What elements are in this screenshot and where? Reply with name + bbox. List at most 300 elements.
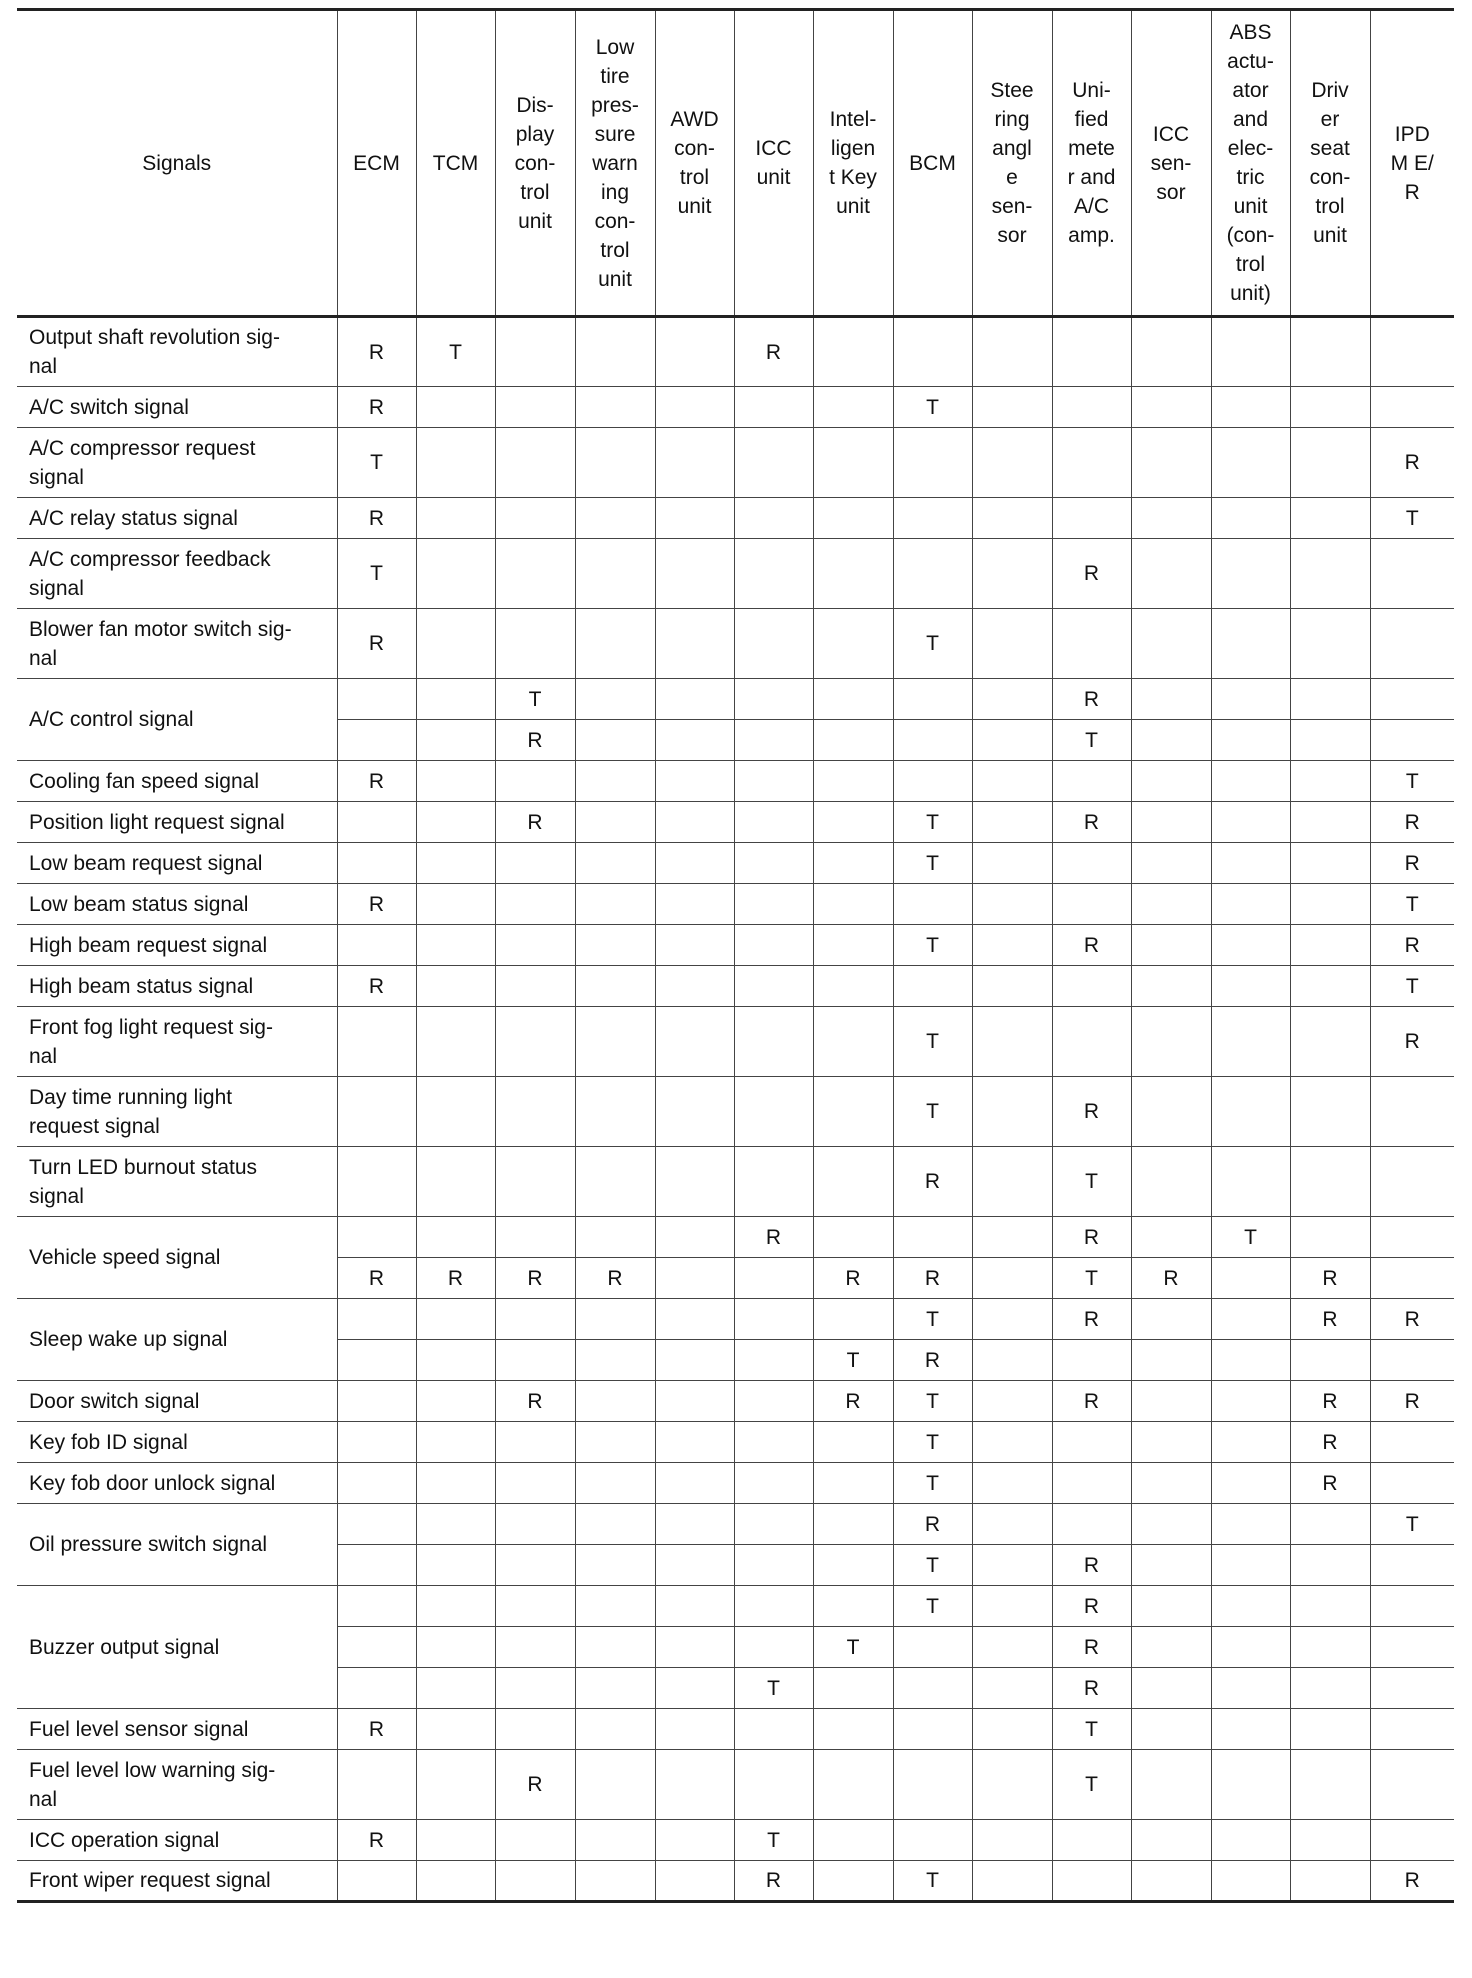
signal-name-line: High beam status signal	[29, 974, 254, 998]
signal-cell	[1052, 387, 1131, 428]
column-header-line: unit	[756, 166, 791, 189]
signal-cell	[813, 498, 893, 539]
table-row	[17, 1861, 1454, 1902]
signal-cell	[416, 1668, 495, 1709]
signal-cell	[972, 1504, 1052, 1545]
column-header-line: con-	[514, 151, 556, 175]
signal-name-line: Fuel level low warning sig-	[29, 1758, 276, 1782]
signal-name	[17, 387, 337, 428]
signal-cell	[416, 1861, 495, 1902]
signal-cell	[1211, 679, 1290, 720]
signal-cell	[972, 1861, 1052, 1902]
table-row	[17, 387, 1454, 428]
signal-cell	[416, 1422, 495, 1463]
column-header-line: ring	[994, 108, 1030, 131]
signal-name-line: A/C switch signal	[29, 395, 189, 419]
signal-cell	[1290, 1627, 1370, 1668]
signal-cell: R	[1052, 1668, 1131, 1709]
column-header-line: unit)	[1230, 282, 1271, 305]
signal-cell: R	[1052, 802, 1131, 843]
signal-cell	[1211, 1299, 1290, 1340]
signal-cell	[1052, 498, 1131, 539]
table-row	[17, 1217, 1454, 1258]
signal-cell: R	[1290, 1299, 1370, 1340]
signal-cell	[1290, 1586, 1370, 1627]
column-header-line: mete	[1068, 137, 1115, 160]
signal-cell: R	[1370, 802, 1454, 843]
table-row	[17, 679, 1454, 720]
signal-name-line: nal	[29, 646, 58, 670]
column-header-line: trol	[1315, 195, 1345, 218]
signal-cell	[575, 609, 655, 679]
signal-cell	[1211, 761, 1290, 802]
signal-name-line: Day time running light	[29, 1085, 233, 1109]
signal-cell	[734, 802, 813, 843]
table-row	[17, 317, 1454, 387]
column-header	[1211, 10, 1290, 317]
signal-cell	[1131, 925, 1211, 966]
signal-cell	[1290, 428, 1370, 498]
table-row	[17, 1147, 1454, 1217]
signal-cell	[495, 1463, 575, 1504]
signal-cell: R	[1052, 539, 1131, 609]
column-header-line: r and	[1067, 166, 1116, 189]
signal-cell: T	[893, 925, 972, 966]
column-header-line: sure	[594, 122, 636, 146]
table-row	[17, 1007, 1454, 1077]
signal-cell	[1211, 1586, 1290, 1627]
signal-cell	[972, 925, 1052, 966]
signal-cell: T	[813, 1340, 893, 1381]
signal-cell	[893, 498, 972, 539]
signal-cell	[972, 1007, 1052, 1077]
signal-cell	[1211, 1007, 1290, 1077]
signal-cell	[655, 1422, 734, 1463]
column-header-line: tire	[600, 64, 630, 88]
signal-cell: R	[1052, 1545, 1131, 1586]
signal-cell	[893, 539, 972, 609]
column-header-line: AWD	[670, 108, 719, 131]
signal-cell	[734, 1750, 813, 1820]
signal-cell: R	[893, 1147, 972, 1217]
signal-cell	[575, 1545, 655, 1586]
column-header-line: Uni-	[1072, 79, 1111, 102]
table-header	[17, 10, 1454, 317]
column-header	[734, 10, 813, 317]
signal-cell	[1370, 1750, 1454, 1820]
signal-cell	[495, 1007, 575, 1077]
signal-cell	[1052, 1820, 1131, 1861]
signal-name-line: signal	[29, 465, 84, 489]
signal-cell	[575, 1077, 655, 1147]
signal-cell	[575, 539, 655, 609]
column-header-line: con-	[594, 209, 636, 233]
signal-cell	[495, 1299, 575, 1340]
signal-cell	[655, 1668, 734, 1709]
signal-cell	[416, 609, 495, 679]
signal-cell	[337, 1077, 416, 1147]
signal-cell	[1370, 1258, 1454, 1299]
signal-cell	[575, 1668, 655, 1709]
signal-cell	[1290, 966, 1370, 1007]
signal-cell	[655, 1463, 734, 1504]
signal-cell	[893, 1820, 972, 1861]
table-row	[17, 1463, 1454, 1504]
signal-cell	[575, 1147, 655, 1217]
column-header-line: unit	[677, 195, 712, 218]
signal-cell: R	[734, 1217, 813, 1258]
signal-cell	[734, 1340, 813, 1381]
signal-cell	[734, 1463, 813, 1504]
signal-cell	[1211, 539, 1290, 609]
signal-cell	[495, 966, 575, 1007]
signal-cell	[734, 1077, 813, 1147]
signal-cell	[575, 884, 655, 925]
signal-cell	[337, 1217, 416, 1258]
table-row	[17, 1709, 1454, 1750]
column-header-line: amp.	[1068, 224, 1115, 247]
signal-cell	[972, 539, 1052, 609]
signal-cell	[734, 1422, 813, 1463]
signal-cell	[495, 1077, 575, 1147]
signal-cell	[734, 1007, 813, 1077]
signal-cell	[416, 1147, 495, 1217]
signal-name	[17, 1422, 337, 1463]
signal-cell: T	[337, 539, 416, 609]
signal-cell: R	[1290, 1422, 1370, 1463]
signal-cell	[1290, 1861, 1370, 1902]
signal-cell	[1131, 1627, 1211, 1668]
column-header-line: fied	[1074, 108, 1109, 131]
signal-cell	[1290, 609, 1370, 679]
signal-cell	[575, 1381, 655, 1422]
signal-cell: T	[1211, 1217, 1290, 1258]
signal-cell	[337, 679, 416, 720]
column-header-line: sen-	[1150, 151, 1192, 175]
signal-cell	[575, 1504, 655, 1545]
signal-cell	[416, 539, 495, 609]
column-header-line: pres-	[591, 93, 639, 117]
signal-name-line: Vehicle speed signal	[29, 1246, 221, 1269]
signal-name	[17, 966, 337, 1007]
signal-cell	[1131, 1750, 1211, 1820]
signal-cell	[416, 802, 495, 843]
signal-cell	[1211, 1463, 1290, 1504]
signal-cell	[1370, 317, 1454, 387]
signal-cell	[416, 1709, 495, 1750]
signal-name-line: Low beam request signal	[29, 851, 263, 875]
signal-cell	[1211, 720, 1290, 761]
signal-cell	[1131, 1861, 1211, 1902]
signal-cell	[495, 1820, 575, 1861]
signal-cell: R	[337, 761, 416, 802]
table-row	[17, 1504, 1454, 1545]
signal-cell	[337, 1861, 416, 1902]
signal-cell: T	[893, 1007, 972, 1077]
signal-cell	[893, 720, 972, 761]
signal-cell	[495, 1861, 575, 1902]
signal-cell	[972, 1627, 1052, 1668]
signal-cell	[575, 1861, 655, 1902]
signal-cell: T	[1052, 1147, 1131, 1217]
signal-cell: R	[1052, 1077, 1131, 1147]
signal-cell	[575, 1627, 655, 1668]
column-header-line: ABS	[1229, 21, 1272, 44]
signal-cell	[813, 1820, 893, 1861]
column-header	[1052, 10, 1131, 317]
signal-cell	[734, 679, 813, 720]
signal-cell	[1370, 1709, 1454, 1750]
signal-name	[17, 761, 337, 802]
signal-cell	[1370, 1340, 1454, 1381]
signal-cell	[1131, 966, 1211, 1007]
signal-cell	[1370, 679, 1454, 720]
signal-cell	[337, 802, 416, 843]
signal-cell	[893, 1750, 972, 1820]
column-header	[893, 10, 972, 317]
signal-name-line: Front fog light request sig-	[29, 1015, 273, 1039]
signal-cell: R	[495, 1381, 575, 1422]
signal-cell	[734, 609, 813, 679]
signal-cell	[1131, 802, 1211, 843]
signal-cell	[972, 1709, 1052, 1750]
signal-cell: R	[495, 802, 575, 843]
signal-cell	[893, 966, 972, 1007]
signal-cell	[813, 387, 893, 428]
signal-cell	[1131, 884, 1211, 925]
signal-cell	[655, 1381, 734, 1422]
signal-cell	[893, 317, 972, 387]
signal-cell	[1131, 679, 1211, 720]
signal-name	[17, 1709, 337, 1750]
signal-cell	[575, 843, 655, 884]
signal-cell	[495, 1147, 575, 1217]
signal-cell	[972, 498, 1052, 539]
signal-cell: T	[1052, 1750, 1131, 1820]
signal-cell	[972, 1340, 1052, 1381]
signal-cell	[655, 387, 734, 428]
signal-name-line: High beam request signal	[29, 933, 268, 957]
signal-cell: T	[337, 428, 416, 498]
column-header-line: IPD	[1394, 122, 1430, 146]
signal-name-line: Turn LED burnout status	[29, 1155, 258, 1179]
signal-cell	[1131, 1820, 1211, 1861]
signal-cell	[1370, 1586, 1454, 1627]
signal-cell: T	[893, 387, 972, 428]
signal-name	[17, 428, 337, 498]
signal-cell: R	[734, 317, 813, 387]
signal-cell: T	[1370, 498, 1454, 539]
signal-cell	[337, 1627, 416, 1668]
signal-cell	[972, 317, 1052, 387]
signal-cell	[337, 1340, 416, 1381]
signal-cell	[1370, 1422, 1454, 1463]
column-header-line: unit	[836, 195, 870, 218]
signal-cell	[972, 884, 1052, 925]
signal-cell	[1370, 1217, 1454, 1258]
signal-cell	[655, 1861, 734, 1902]
signal-cell: R	[1052, 1299, 1131, 1340]
signal-cell	[1131, 1422, 1211, 1463]
signal-cell	[1290, 884, 1370, 925]
signal-cell	[813, 317, 893, 387]
column-header-line: Intel-	[829, 108, 877, 131]
signal-cell: R	[337, 387, 416, 428]
signal-name-line: Low beam status signal	[29, 892, 249, 916]
signal-cell	[1211, 1668, 1290, 1709]
column-header-line: unit	[1313, 224, 1347, 247]
signal-cell	[337, 1463, 416, 1504]
signal-name-line: A/C compressor request	[29, 436, 256, 460]
column-header-line: ICC	[755, 137, 792, 160]
signal-cell: T	[893, 1077, 972, 1147]
signal-name	[17, 317, 337, 387]
signal-cell	[893, 428, 972, 498]
table-row	[17, 1422, 1454, 1463]
signal-cell: R	[1370, 1007, 1454, 1077]
signal-cell	[655, 1504, 734, 1545]
signal-cell: R	[1370, 428, 1454, 498]
signal-cell	[813, 761, 893, 802]
signal-name-line: Sleep wake up signal	[29, 1328, 228, 1351]
signal-cell	[1211, 1504, 1290, 1545]
signal-cell	[1290, 720, 1370, 761]
signal-cell	[575, 1463, 655, 1504]
signal-cell	[1131, 498, 1211, 539]
signal-name	[17, 539, 337, 609]
column-header-line: tric	[1236, 166, 1265, 189]
signal-cell: T	[893, 1545, 972, 1586]
column-header	[416, 10, 495, 317]
signal-cell	[1052, 609, 1131, 679]
signal-cell	[655, 1007, 734, 1077]
signal-cell	[337, 925, 416, 966]
column-header	[1131, 10, 1211, 317]
signal-cell	[337, 1299, 416, 1340]
signal-cell	[1211, 387, 1290, 428]
signal-cell	[416, 1381, 495, 1422]
signal-cell	[734, 761, 813, 802]
signal-cell	[416, 1077, 495, 1147]
column-header-line: ECM	[353, 151, 400, 175]
signal-cell	[416, 720, 495, 761]
signal-name-line: Fuel level sensor signal	[29, 1717, 249, 1741]
signal-cell	[972, 802, 1052, 843]
column-header-line: warn	[592, 151, 638, 175]
signal-cell	[1052, 1422, 1131, 1463]
signal-cell	[416, 1750, 495, 1820]
signal-cell	[1211, 1258, 1290, 1299]
signal-cell	[655, 1340, 734, 1381]
signal-cell: T	[495, 679, 575, 720]
column-header-line: R	[1404, 180, 1420, 204]
signal-cell	[416, 1820, 495, 1861]
table-row	[17, 884, 1454, 925]
signal-name	[17, 1381, 337, 1422]
signal-cell: R	[337, 317, 416, 387]
signal-cell	[1290, 925, 1370, 966]
signal-cell	[1290, 1668, 1370, 1709]
signal-cell: R	[1131, 1258, 1211, 1299]
signal-cell	[337, 1504, 416, 1545]
signal-cell	[1211, 1627, 1290, 1668]
signal-cell	[416, 679, 495, 720]
signal-name	[17, 1077, 337, 1147]
signal-name	[17, 679, 337, 761]
signal-cell	[655, 317, 734, 387]
signal-cell	[1290, 761, 1370, 802]
signal-cell: R	[893, 1504, 972, 1545]
signal-cell: T	[813, 1627, 893, 1668]
signal-cell: R	[893, 1258, 972, 1299]
signal-cell	[1370, 1820, 1454, 1861]
signal-cell	[655, 720, 734, 761]
table-row	[17, 843, 1454, 884]
signal-cell	[813, 1545, 893, 1586]
signal-name-line: ICC operation signal	[29, 1828, 220, 1852]
table-row	[17, 498, 1454, 539]
signal-cell	[734, 843, 813, 884]
signal-cell	[813, 1299, 893, 1340]
signal-cell	[1290, 1545, 1370, 1586]
signal-name-line: Oil pressure switch signal	[29, 1533, 268, 1556]
signal-name-line: Blower fan motor switch sig-	[29, 617, 292, 641]
signal-cell	[655, 843, 734, 884]
signal-cell	[655, 498, 734, 539]
signal-cell: R	[1370, 925, 1454, 966]
signal-cell	[416, 843, 495, 884]
signal-cell	[1211, 609, 1290, 679]
signal-name	[17, 1007, 337, 1077]
signal-cell	[655, 1586, 734, 1627]
signal-cell	[972, 1545, 1052, 1586]
column-header-line: BCM	[909, 151, 956, 175]
signal-cell	[972, 679, 1052, 720]
signal-cell	[1211, 1381, 1290, 1422]
signal-cell	[813, 1217, 893, 1258]
signal-cell	[655, 1709, 734, 1750]
signal-name-line: nal	[29, 1044, 58, 1068]
signal-cell	[495, 1627, 575, 1668]
signal-cell	[575, 1299, 655, 1340]
table-row	[17, 1381, 1454, 1422]
table-row	[17, 609, 1454, 679]
signal-cell	[972, 1422, 1052, 1463]
signal-cell: R	[1290, 1381, 1370, 1422]
signal-cell	[972, 1147, 1052, 1217]
signal-cell	[813, 1422, 893, 1463]
signal-name-line: Key fob door unlock signal	[29, 1471, 276, 1495]
signal-cell	[416, 1627, 495, 1668]
signal-cell	[575, 925, 655, 966]
signal-cell	[734, 1545, 813, 1586]
signal-cell	[655, 1077, 734, 1147]
signal-cell	[1131, 1217, 1211, 1258]
signal-cell: R	[734, 1861, 813, 1902]
signal-cell	[734, 720, 813, 761]
signal-cell: R	[1370, 1381, 1454, 1422]
signal-cell	[337, 1668, 416, 1709]
table-row	[17, 925, 1454, 966]
signal-cell	[655, 1750, 734, 1820]
signal-cell	[495, 1545, 575, 1586]
signal-cell	[734, 1381, 813, 1422]
signal-cell	[495, 498, 575, 539]
signal-cell	[1131, 428, 1211, 498]
signal-cell	[893, 679, 972, 720]
signal-cell: T	[893, 843, 972, 884]
signal-cell	[575, 1007, 655, 1077]
